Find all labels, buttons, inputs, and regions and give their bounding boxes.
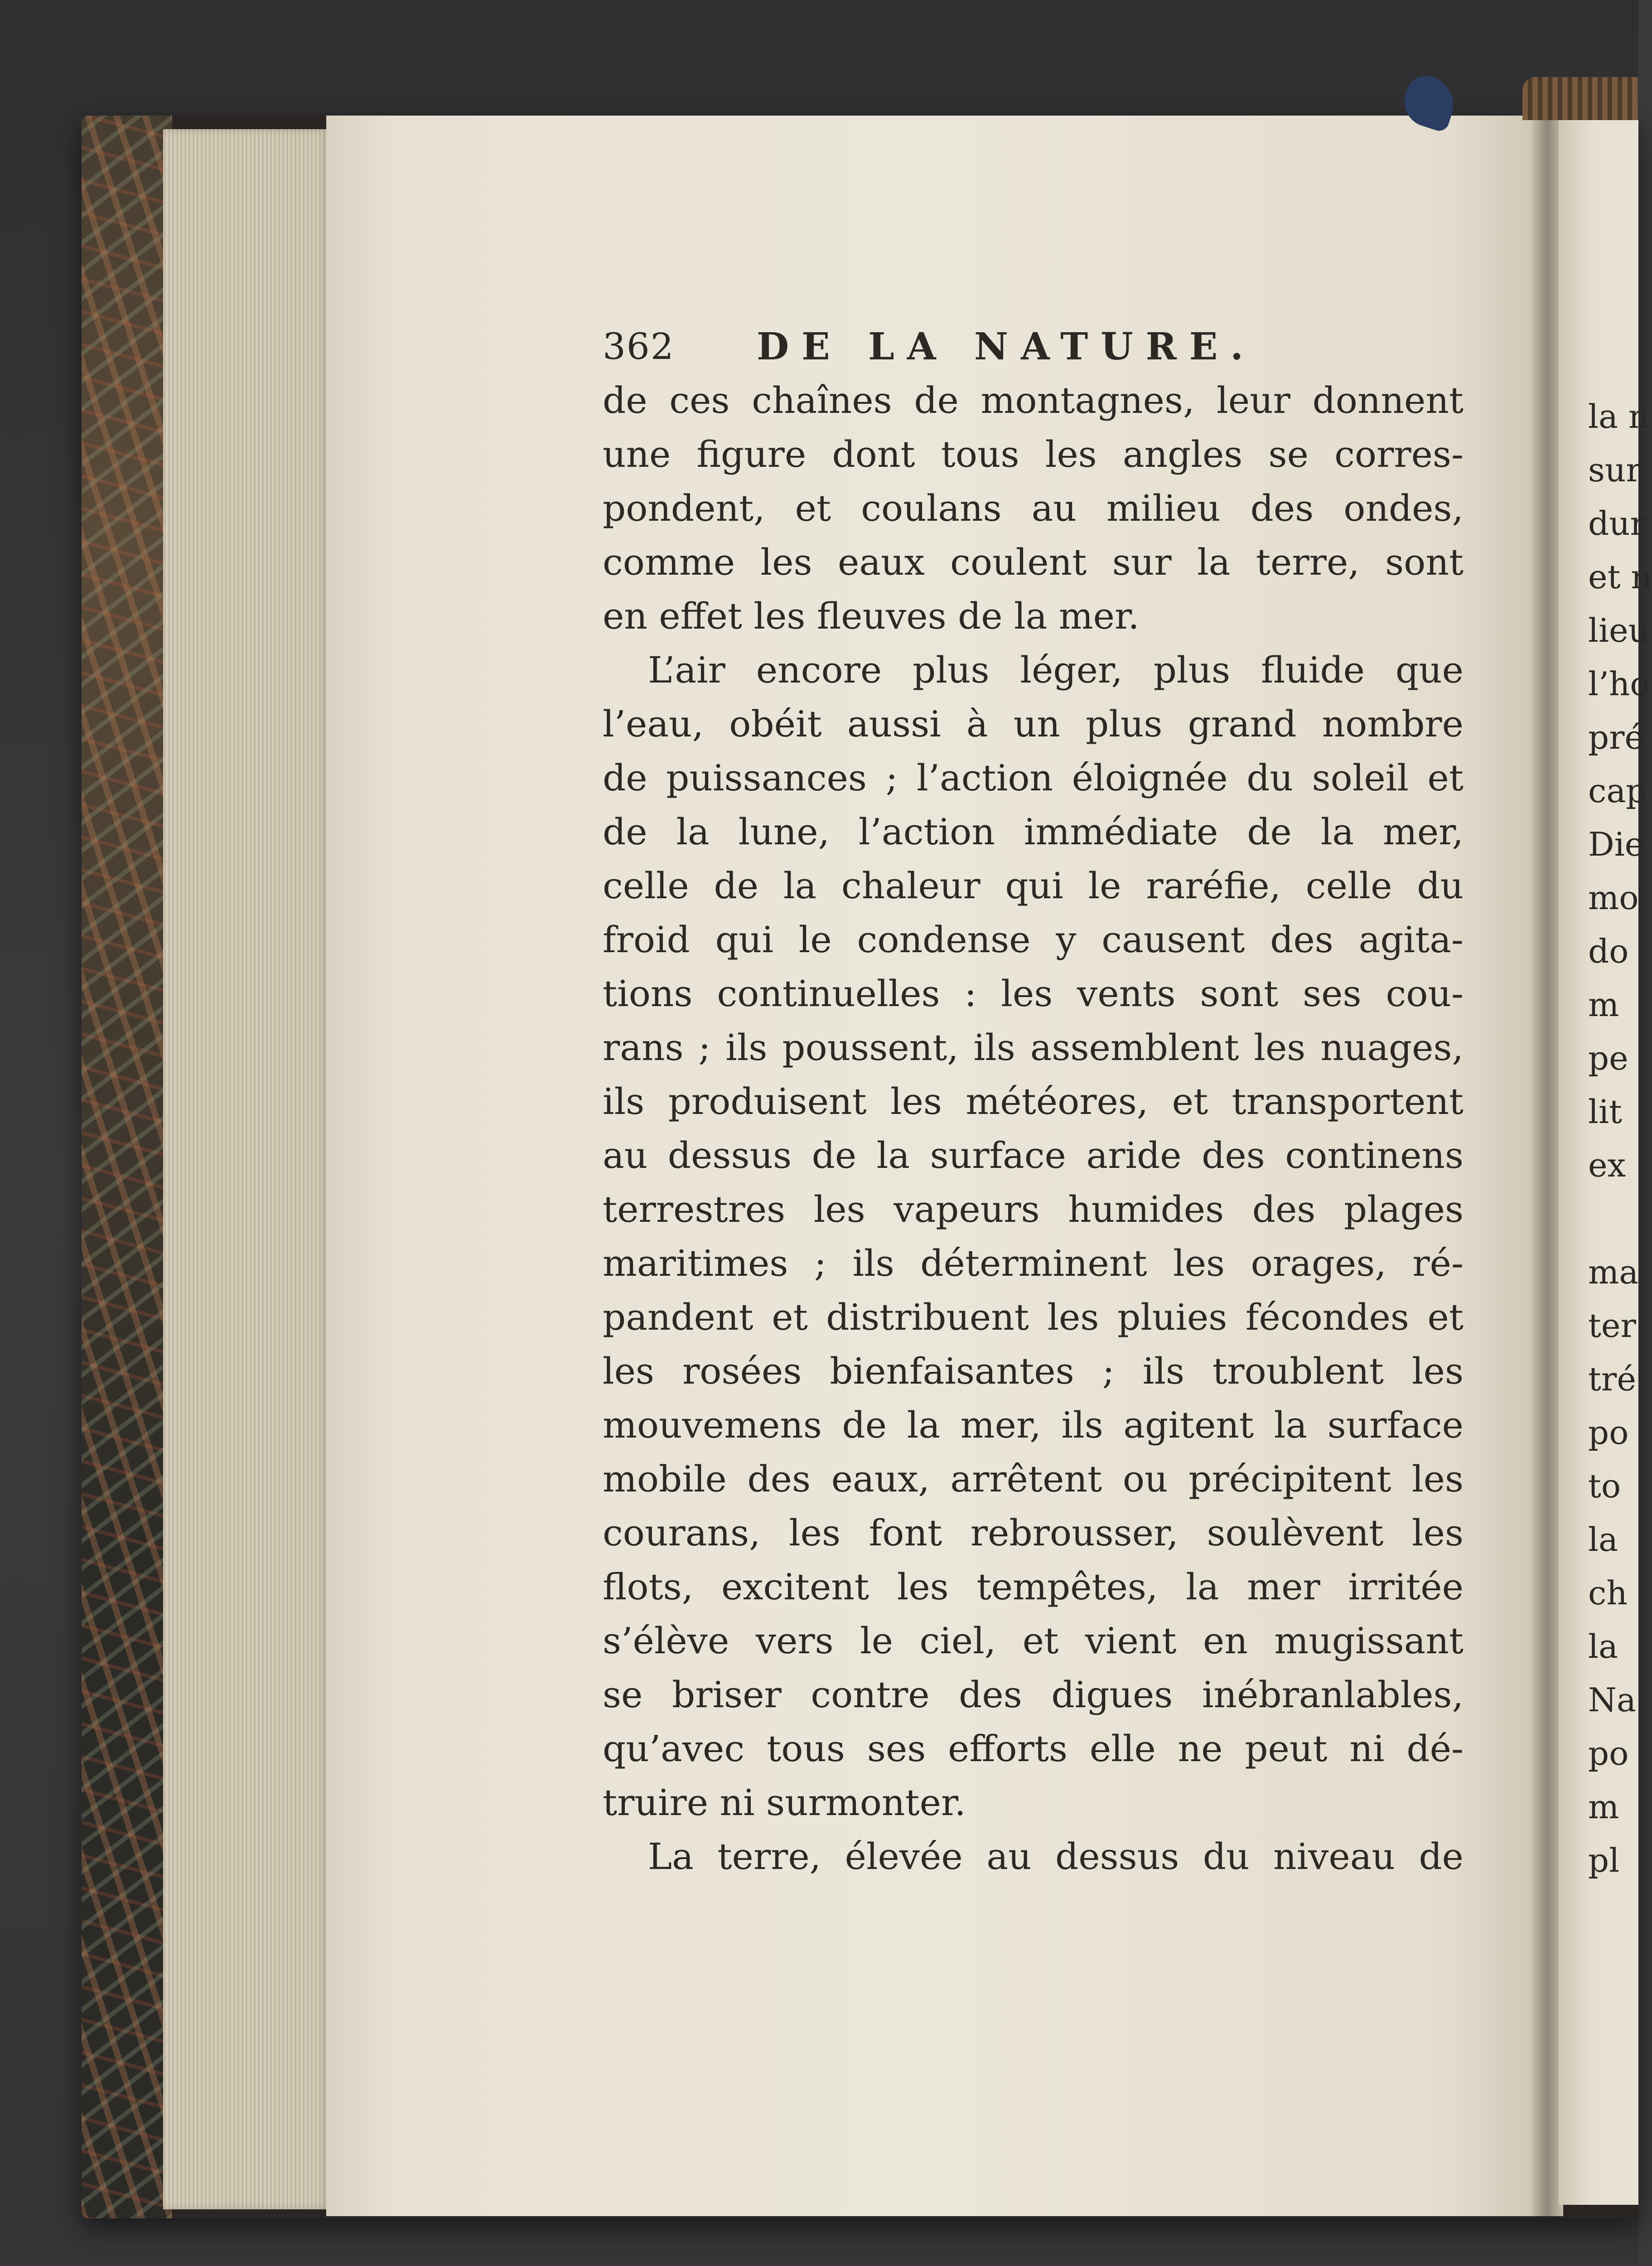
- text-line: qu’avec tous ses efforts elle ne peut ni dé-: [603, 1728, 1464, 1770]
- text-line: se briser contre des digues inébranlables,: [603, 1674, 1464, 1716]
- text-line: maritimes ; ils déterminent les orages, ré-: [603, 1242, 1464, 1284]
- facing-line: m: [1588, 986, 1619, 1024]
- text-line: au dessus de la surface aride des continens: [603, 1134, 1464, 1177]
- facing-line: dur: [1588, 504, 1646, 542]
- facing-line: Na: [1588, 1681, 1636, 1719]
- text-line: une figure dont tous les angles se corres-: [603, 433, 1464, 475]
- text-line: truire ni surmonter.: [603, 1782, 966, 1824]
- text-line: de puissances ; l’action éloignée du soleil et: [603, 757, 1464, 799]
- headband: [1522, 77, 1638, 120]
- facing-line: tré: [1588, 1360, 1636, 1398]
- text-line: tions continuelles : les vents sont ses cou-: [603, 973, 1464, 1015]
- facing-line: la: [1588, 1520, 1618, 1559]
- text-line: courans, les font rebrousser, soulèvent les: [603, 1512, 1464, 1554]
- facing-line: et n: [1588, 558, 1652, 596]
- facing-line: mo: [1588, 879, 1639, 917]
- text-line: ils produisent les météores, et transportent: [603, 1080, 1464, 1123]
- text-line: La terre, élevée au dessus du niveau de: [648, 1835, 1464, 1878]
- text-line: mobile des eaux, arrêtent ou précipitent les: [603, 1458, 1464, 1500]
- facing-line: lit: [1588, 1093, 1622, 1131]
- text-line: terrestres les vapeurs humides des plages: [603, 1188, 1464, 1230]
- body-text: [603, 373, 1464, 1883]
- text-line: s’élève vers le ciel, et vient en mugissant: [603, 1620, 1464, 1662]
- text-line: rans ; ils poussent, ils assemblent les nuages,: [603, 1026, 1464, 1069]
- facing-line: ex: [1588, 1146, 1626, 1184]
- marbled-cover: [82, 116, 172, 2218]
- facing-line: pe: [1588, 1039, 1628, 1077]
- text-line: froid qui le condense y causent des agita-: [603, 919, 1464, 961]
- text-line: pandent et distribuent les pluies fécondes et: [603, 1296, 1464, 1338]
- facing-line: sur: [1588, 451, 1642, 489]
- facing-page-text: [1588, 390, 1652, 1887]
- facing-line: pré: [1588, 718, 1644, 756]
- facing-line: ch: [1588, 1574, 1628, 1612]
- text-line: comme les eaux coulent sur la terre, sont: [603, 541, 1464, 583]
- facing-line: cap: [1588, 772, 1647, 810]
- facing-line: [1588, 1192, 1638, 1245]
- facing-line: po: [1588, 1734, 1629, 1772]
- text-line: en effet les fleuves de la mer.: [603, 595, 1140, 637]
- facing-line: to: [1588, 1467, 1621, 1505]
- facing-line: ma: [1588, 1253, 1639, 1291]
- text-line: flots, excitent les tempêtes, la mer irritée: [603, 1566, 1464, 1608]
- text-line: de la lune, l’action immédiate de la mer,: [603, 811, 1464, 853]
- facing-line: do: [1588, 932, 1629, 970]
- running-head: [603, 317, 1464, 376]
- facing-line: la: [1588, 1627, 1618, 1666]
- facing-line: po: [1588, 1414, 1629, 1452]
- page-number: 362: [603, 325, 675, 368]
- facing-line: m: [1588, 1788, 1619, 1826]
- text-line: de ces chaînes de montagnes, leur donnent: [603, 379, 1464, 421]
- facing-line: la n: [1588, 397, 1650, 436]
- text-line: pondent, et coulans au milieu des ondes,: [603, 487, 1464, 529]
- text-line: l’eau, obéit aussi à un plus grand nombre: [603, 703, 1464, 745]
- facing-line: pl: [1588, 1841, 1620, 1879]
- text-line: celle de la chaleur qui le raréfie, celle du: [603, 865, 1464, 907]
- facing-line: l’ho: [1588, 665, 1650, 703]
- text-line: les rosées bienfaisantes ; ils troublent les: [603, 1350, 1464, 1392]
- facing-line: lieu: [1588, 611, 1650, 649]
- running-title: DE LA NATURE.: [757, 325, 1256, 368]
- facing-line: Die: [1588, 825, 1644, 863]
- left-page-content: [603, 317, 1464, 1883]
- text-line: mouvemens de la mer, ils agitent la surface: [603, 1404, 1464, 1446]
- text-line: L’air encore plus léger, plus fluide que: [648, 649, 1464, 691]
- page-edges: [163, 129, 331, 2209]
- facing-line: ter: [1588, 1307, 1636, 1345]
